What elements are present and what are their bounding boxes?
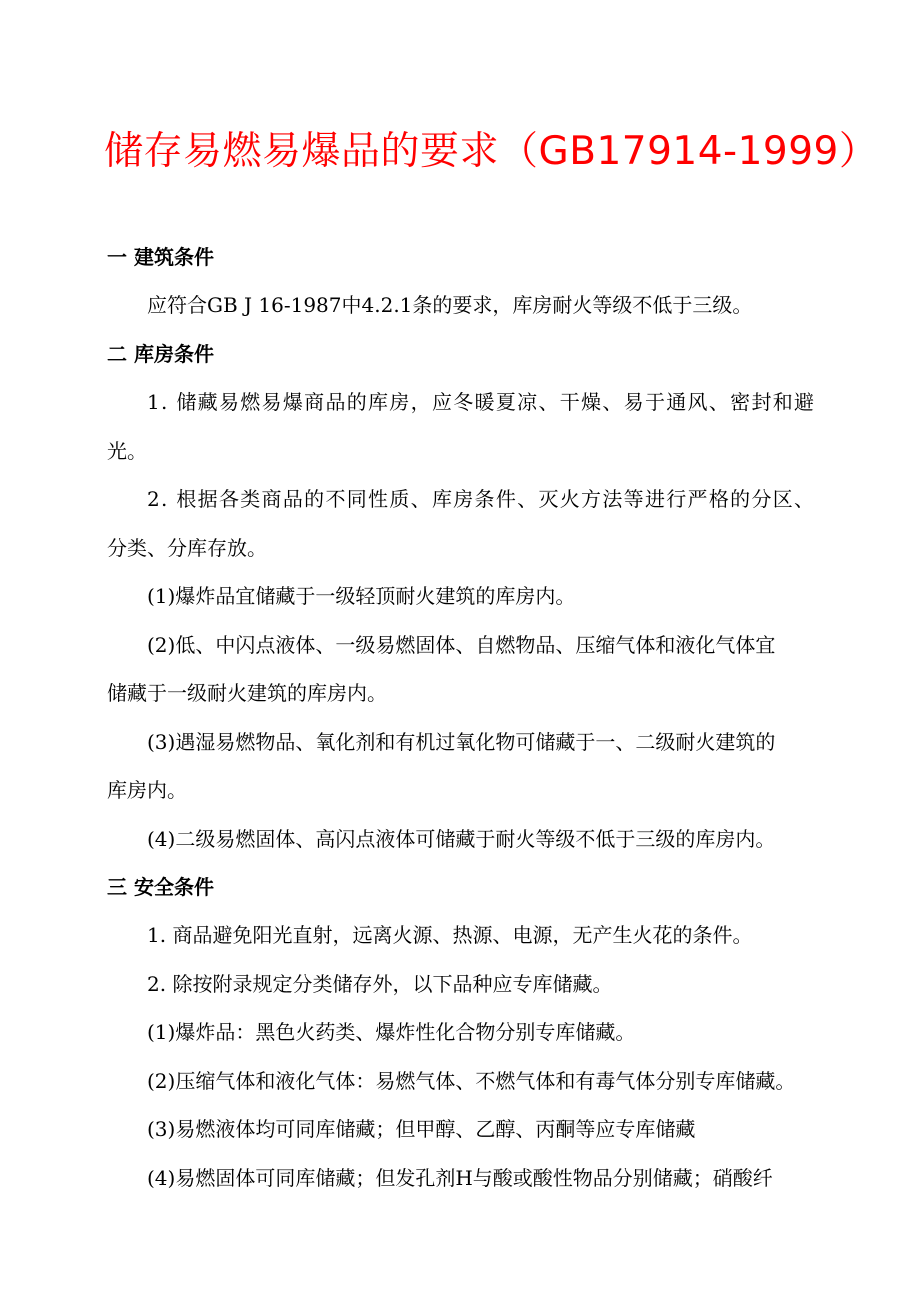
paragraph-line: 2. 除按附录规定分类储存外，以下品种应专库储藏。 <box>147 972 613 996</box>
paragraph-line: 分类、分库存放。 <box>107 536 267 560</box>
paragraph-line: (3)易燃液体均可同库储藏；但甲醇、乙醇、丙酮等应专库储藏 <box>147 1117 696 1141</box>
paragraph-line: (3)遇湿易燃物品、氧化剂和有机过氧化物可储藏于一、二级耐火建筑的 <box>147 730 776 754</box>
section-heading-safety: 三 安全条件 <box>107 875 214 899</box>
paragraph-line: (1)爆炸品：黑色火药类、爆炸性化合物分别专库储藏。 <box>147 1020 636 1044</box>
paragraph-line: 光。 <box>107 439 147 463</box>
section-heading-warehouse: 二 库房条件 <box>107 342 214 366</box>
document-title: 储存易燃易爆品的要求（GB17914-1999） <box>104 129 879 174</box>
paragraph-line: (4)易燃固体可同库储藏；但发孔剂H与酸或酸性物品分别储藏；硝酸纤 <box>147 1166 773 1190</box>
paragraph-line: 1. 储藏易燃易爆商品的库房，应冬暖夏凉、干燥、易于通风、密封和避 <box>147 390 816 414</box>
paragraph-line: 库房内。 <box>107 778 187 802</box>
paragraph-line: 1. 商品避免阳光直射，远离火源、热源、电源，无产生火花的条件。 <box>147 923 753 947</box>
paragraph-line: 应符合GB J 16-1987中4.2.1条的要求，库房耐火等级不低于三级。 <box>147 293 753 317</box>
section-heading-building: 一 建筑条件 <box>107 245 214 269</box>
paragraph-line: (2)压缩气体和液化气体：易燃气体、不燃气体和有毒气体分别专库储藏。 <box>147 1069 796 1093</box>
paragraph-line: (1)爆炸品宜储藏于一级轻顶耐火建筑的库房内。 <box>147 584 576 608</box>
paragraph-line: 储藏于一级耐火建筑的库房内。 <box>107 681 387 705</box>
paragraph-line: (2)低、中闪点液体、一级易燃固体、自燃物品、压缩气体和液化气体宜 <box>147 633 776 657</box>
paragraph-line: (4)二级易燃固体、高闪点液体可储藏于耐火等级不低于三级的库房内。 <box>147 827 776 851</box>
paragraph-line: 2. 根据各类商品的不同性质、库房条件、灭火方法等进行严格的分区、 <box>147 487 816 511</box>
